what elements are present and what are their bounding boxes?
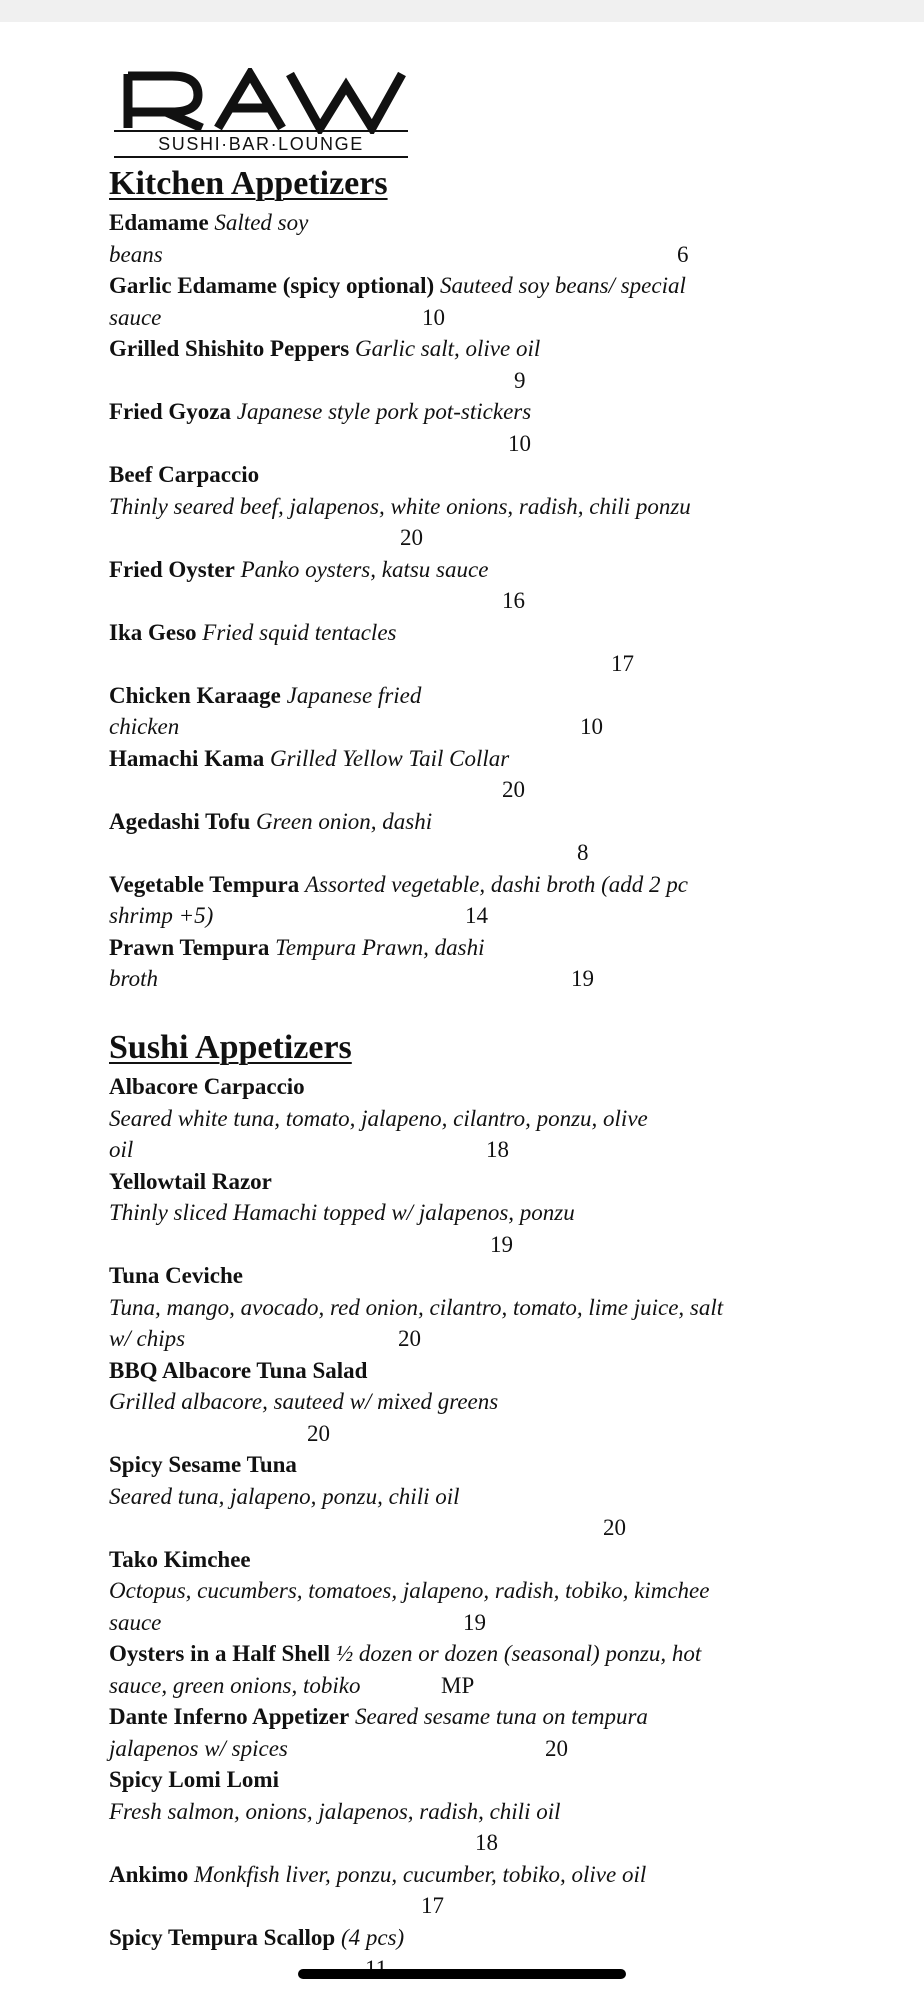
item-name: Grilled Shishito Peppers bbox=[109, 336, 350, 361]
item-description: Assorted vegetable, dashi broth (add 2 pc bbox=[304, 871, 689, 897]
item-price: 17 bbox=[421, 1893, 444, 1918]
menu-item bbox=[109, 869, 809, 932]
item-description: Japanese fried bbox=[286, 682, 422, 708]
item-name: Edamame bbox=[109, 210, 209, 235]
item-price: 10 bbox=[508, 430, 531, 456]
item-name: Hamachi Kama bbox=[109, 745, 265, 771]
item-description-cont: sauce, green onions, tobiko bbox=[109, 1672, 361, 1698]
item-name: Ika Geso bbox=[109, 619, 197, 645]
menu-item bbox=[109, 1166, 809, 1261]
item-price: 20 bbox=[502, 777, 525, 802]
item-description: Fried squid tentacles bbox=[202, 619, 397, 645]
menu-item bbox=[109, 1544, 809, 1639]
item-description: Salted soy bbox=[214, 210, 309, 235]
logo-tagline: SUSHI·BAR·LOUNGE bbox=[158, 134, 364, 154]
item-price: 18 bbox=[486, 1137, 509, 1162]
logo-rule-top bbox=[114, 130, 408, 132]
item-name: Prawn Tempura bbox=[109, 934, 270, 960]
item-description-cont: broth bbox=[109, 966, 158, 991]
item-price: 20 bbox=[545, 1735, 568, 1761]
item-price: 8 bbox=[577, 840, 589, 865]
item-description: ½ dozen or dozen (seasonal) ponzu, hot bbox=[335, 1641, 702, 1666]
item-name: Ankimo bbox=[109, 1861, 189, 1887]
menu-item bbox=[109, 806, 809, 869]
menu-item bbox=[109, 1859, 809, 1922]
section-title-kitchen-appetizers: Kitchen Appetizers bbox=[109, 165, 388, 202]
item-description-cont: beans bbox=[109, 241, 163, 267]
menu-item bbox=[109, 459, 809, 554]
item-description-cont: w/ chips bbox=[109, 1326, 186, 1351]
home-indicator[interactable] bbox=[298, 1969, 626, 1979]
item-name: Spicy Lomi Lomi bbox=[109, 1767, 279, 1792]
item-price: 10 bbox=[580, 714, 603, 739]
item-description: (4 pcs) bbox=[340, 1924, 405, 1950]
restaurant-logo bbox=[114, 68, 408, 158]
item-description-cont: sauce bbox=[109, 1609, 162, 1635]
menu-item bbox=[109, 743, 809, 806]
item-name: Beef Carpaccio bbox=[109, 462, 260, 487]
menu-item bbox=[109, 1260, 809, 1355]
item-name: Tuna Ceviche bbox=[109, 1263, 243, 1288]
item-name: Fried Oyster bbox=[109, 556, 235, 582]
item-price: 20 bbox=[398, 1326, 421, 1351]
menu-item bbox=[109, 1449, 809, 1544]
item-price: MP bbox=[441, 1672, 475, 1698]
item-description: Grilled Yellow Tail Collar bbox=[270, 745, 510, 771]
item-description: Green onion, dashi bbox=[256, 808, 433, 834]
item-name: Yellowtail Razor bbox=[109, 1168, 272, 1194]
menu-item bbox=[109, 1071, 809, 1166]
menu-item bbox=[109, 396, 809, 459]
menu-item bbox=[109, 1355, 809, 1450]
kitchen-appetizers-list bbox=[109, 207, 809, 995]
item-name: Spicy Tempura Scallop bbox=[109, 1924, 336, 1950]
item-name: Vegetable Tempura bbox=[109, 871, 300, 897]
menu-item bbox=[109, 932, 809, 995]
status-bar bbox=[0, 0, 924, 22]
item-description: Monkfish liver, ponzu, cucumber, tobiko, olive oil bbox=[194, 1861, 647, 1887]
raw-wordmark bbox=[114, 68, 408, 134]
section-title-sushi-appetizers: Sushi Appetizers bbox=[109, 1029, 352, 1066]
item-price: 20 bbox=[400, 525, 423, 550]
item-name: Oysters in a Half Shell bbox=[109, 1641, 331, 1666]
menu-item bbox=[109, 1638, 809, 1701]
item-name: Tako Kimchee bbox=[109, 1546, 251, 1572]
item-price: 20 bbox=[307, 1420, 330, 1446]
item-price: 6 bbox=[677, 241, 689, 267]
menu-item bbox=[109, 680, 809, 743]
item-price: 19 bbox=[463, 1609, 486, 1635]
logo-rule-bottom bbox=[114, 156, 408, 158]
item-description-cont: chicken bbox=[109, 714, 180, 739]
menu-item bbox=[109, 617, 809, 680]
item-price: 18 bbox=[475, 1830, 498, 1855]
menu-item bbox=[109, 207, 809, 270]
menu-item bbox=[109, 333, 809, 396]
item-description: Tempura Prawn, dashi bbox=[275, 934, 485, 960]
item-description: Seared sesame tuna on tempura bbox=[354, 1704, 648, 1729]
item-price: 20 bbox=[603, 1515, 626, 1540]
item-name: Agedashi Tofu bbox=[109, 808, 251, 834]
item-name: Spicy Sesame Tuna bbox=[109, 1452, 297, 1477]
item-price: 14 bbox=[465, 903, 488, 928]
item-description-cont: shrimp +5) bbox=[109, 903, 214, 928]
item-description: Grilled albacore, sauteed w/ mixed greens bbox=[109, 1389, 499, 1414]
item-description: Tuna, mango, avocado, red onion, cilantro, tomato, lime juice, salt bbox=[109, 1294, 724, 1320]
item-description: Octopus, cucumbers, tomatoes, jalapeno, radish, tobiko, kimchee bbox=[109, 1578, 710, 1603]
item-description: Thinly sliced Hamachi topped w/ jalapenos, ponzu bbox=[109, 1200, 575, 1225]
item-price: 10 bbox=[422, 304, 445, 330]
item-price: 19 bbox=[490, 1231, 513, 1257]
item-name: Dante Inferno Appetizer bbox=[109, 1704, 350, 1729]
item-price: 19 bbox=[571, 966, 594, 991]
item-name: Chicken Karaage bbox=[109, 682, 281, 708]
item-description-cont: oil bbox=[109, 1137, 134, 1162]
item-name: Fried Gyoza bbox=[109, 399, 231, 424]
item-name: Garlic Edamame (spicy optional) bbox=[109, 273, 435, 298]
item-description: Japanese style pork pot-stickers bbox=[236, 399, 532, 424]
item-description-cont: sauce bbox=[109, 304, 162, 330]
item-description: Panko oysters, katsu sauce bbox=[240, 556, 489, 582]
item-description: Thinly seared beef, jalapenos, white onions, radish, chili ponzu bbox=[109, 493, 691, 519]
item-price: 16 bbox=[502, 588, 525, 613]
item-description-cont: jalapenos w/ spices bbox=[109, 1735, 288, 1761]
item-description: Fresh salmon, onions, jalapenos, radish, chili oil bbox=[109, 1798, 561, 1824]
item-description: Sauteed soy beans/ special bbox=[439, 273, 686, 298]
item-description: Seared tuna, jalapeno, ponzu, chili oil bbox=[109, 1483, 460, 1509]
sushi-appetizers-list bbox=[109, 1071, 809, 1985]
item-name: Albacore Carpaccio bbox=[109, 1074, 305, 1099]
menu-item bbox=[109, 1701, 809, 1764]
item-price: 17 bbox=[611, 651, 634, 676]
menu-item bbox=[109, 554, 809, 617]
item-name: BBQ Albacore Tuna Salad bbox=[109, 1357, 368, 1383]
menu-item bbox=[109, 1764, 809, 1859]
menu-item bbox=[109, 270, 809, 333]
item-price: 9 bbox=[514, 367, 526, 393]
item-description: Seared white tuna, tomato, jalapeno, cilantro, ponzu, olive bbox=[109, 1105, 648, 1131]
item-description: Garlic salt, olive oil bbox=[355, 336, 541, 361]
